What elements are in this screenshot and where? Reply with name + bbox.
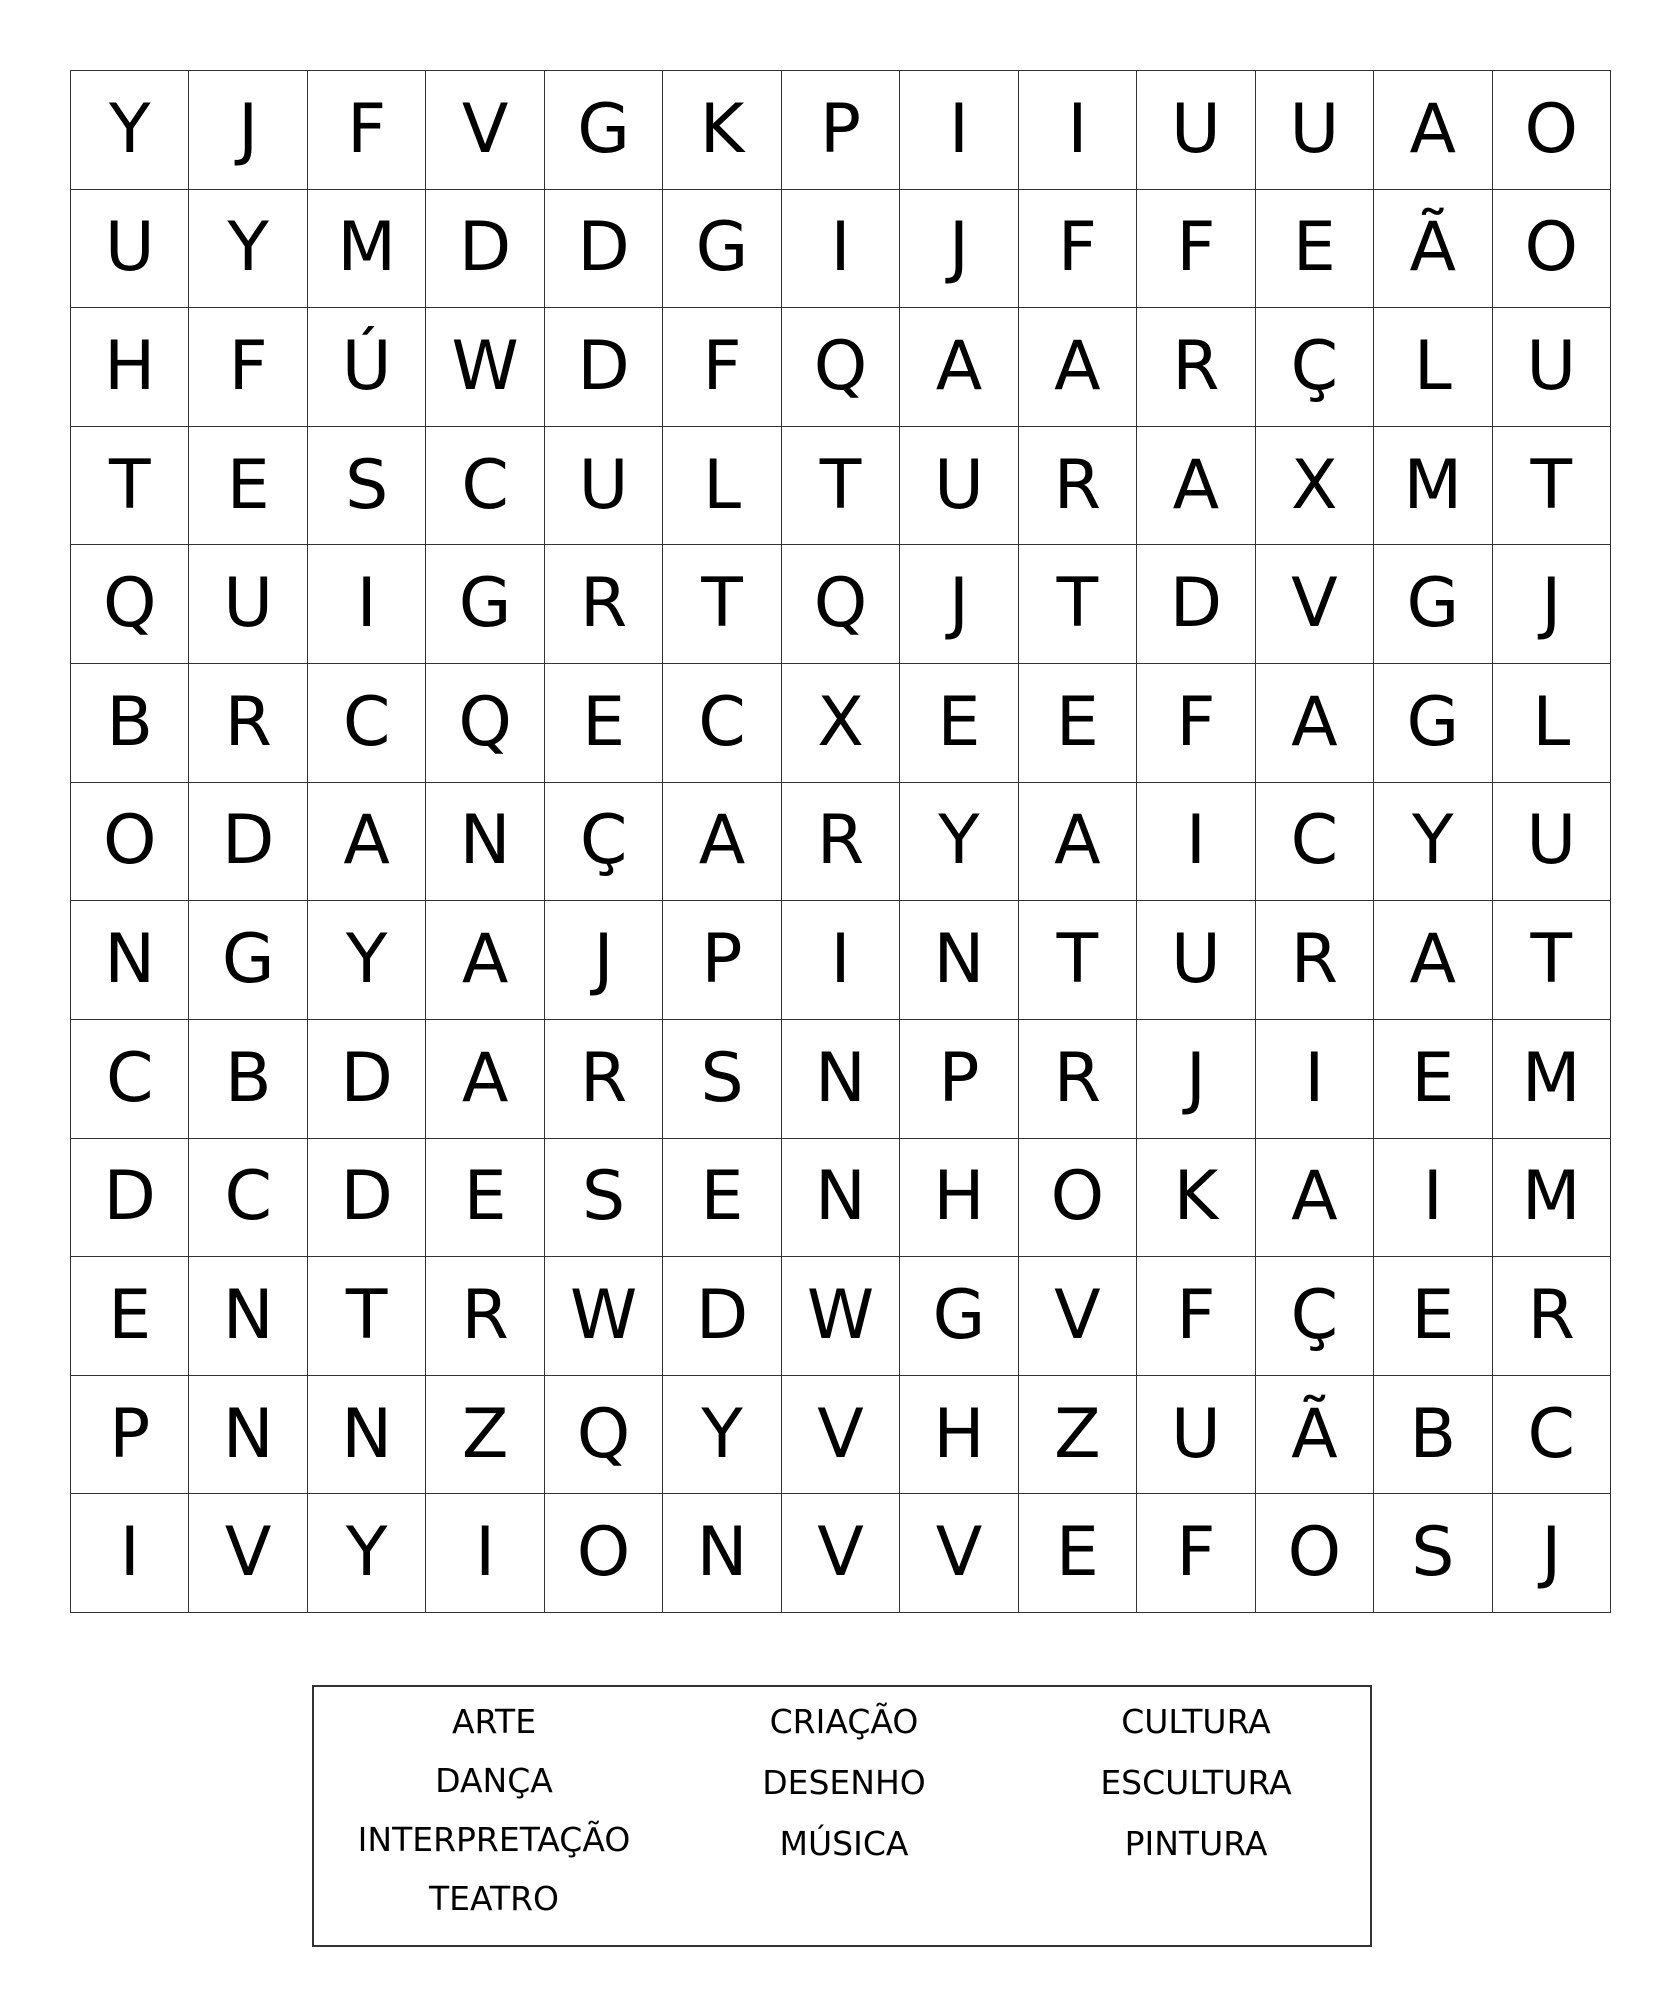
grid-cell[interactable]: R xyxy=(189,664,307,783)
grid-cell[interactable]: E xyxy=(1019,664,1137,783)
grid-cell[interactable]: R xyxy=(782,783,900,902)
grid-cell[interactable]: D xyxy=(308,1020,426,1139)
grid-cell[interactable]: T xyxy=(782,427,900,546)
grid-cell[interactable]: N xyxy=(308,1376,426,1495)
word-list-item: CRIAÇÃO xyxy=(769,1702,919,1741)
grid-cell[interactable]: U xyxy=(189,545,307,664)
grid-cell[interactable]: V xyxy=(900,1494,1018,1613)
grid-cell[interactable]: T xyxy=(71,427,189,546)
grid-cell[interactable]: O xyxy=(1019,1139,1137,1258)
grid-cell[interactable]: N xyxy=(900,901,1018,1020)
grid-cell[interactable]: T xyxy=(1493,901,1611,1020)
grid-cell[interactable]: I xyxy=(308,545,426,664)
grid-cell[interactable]: Q xyxy=(782,308,900,427)
grid-cell[interactable]: N xyxy=(426,783,544,902)
grid-cell[interactable]: C xyxy=(663,664,781,783)
word-list-item: ESCULTURA xyxy=(1100,1763,1292,1802)
word-list-item: TEATRO xyxy=(428,1879,560,1918)
grid-cell[interactable]: Ç xyxy=(545,783,663,902)
grid-cell[interactable]: C xyxy=(426,427,544,546)
grid-cell[interactable]: E xyxy=(426,1139,544,1258)
grid-cell[interactable]: A xyxy=(663,783,781,902)
grid-cell[interactable]: A xyxy=(308,783,426,902)
word-search-grid xyxy=(70,70,1611,1613)
grid-cell[interactable]: R xyxy=(426,1257,544,1376)
grid-cell[interactable]: Q xyxy=(426,664,544,783)
grid-cell[interactable]: T xyxy=(1019,545,1137,664)
word-list-item: INTERPRETAÇÃO xyxy=(357,1820,631,1859)
grid-cell[interactable]: J xyxy=(1493,545,1611,664)
grid-cell[interactable]: J xyxy=(1137,1020,1255,1139)
grid-cell[interactable]: S xyxy=(545,1139,663,1258)
grid-cell[interactable]: D xyxy=(545,308,663,427)
grid-cell[interactable]: Q xyxy=(71,545,189,664)
grid-cell[interactable]: F xyxy=(308,71,426,190)
grid-cell[interactable]: E xyxy=(545,664,663,783)
grid-cell[interactable]: A xyxy=(1019,783,1137,902)
grid-cell[interactable]: R xyxy=(1019,427,1137,546)
grid-cell[interactable]: K xyxy=(663,71,781,190)
grid-cell[interactable]: Y xyxy=(308,1494,426,1613)
grid-cell[interactable]: X xyxy=(1256,427,1374,546)
grid-cell[interactable]: A xyxy=(1374,901,1492,1020)
grid-cell[interactable]: D xyxy=(663,1257,781,1376)
grid-cell[interactable]: E xyxy=(1374,1020,1492,1139)
grid-cell[interactable]: G xyxy=(900,1257,1018,1376)
grid-cell[interactable]: I xyxy=(426,1494,544,1613)
grid-cell[interactable]: A xyxy=(1374,71,1492,190)
grid-cell[interactable]: V xyxy=(189,1494,307,1613)
grid-cell[interactable]: T xyxy=(308,1257,426,1376)
grid-cell[interactable]: N xyxy=(189,1376,307,1495)
grid-cell[interactable]: I xyxy=(1019,71,1137,190)
grid-cell[interactable]: V xyxy=(782,1376,900,1495)
grid-cell[interactable]: Z xyxy=(1019,1376,1137,1495)
grid-cell[interactable]: L xyxy=(663,427,781,546)
grid-cell[interactable]: J xyxy=(1493,1494,1611,1613)
grid-cell[interactable]: Y xyxy=(900,783,1018,902)
grid-cell[interactable]: R xyxy=(1493,1257,1611,1376)
word-list-item: MÚSICA xyxy=(779,1824,909,1863)
grid-cell[interactable]: U xyxy=(1256,71,1374,190)
grid-cell[interactable]: C xyxy=(1256,783,1374,902)
grid-cell[interactable]: A xyxy=(1019,308,1137,427)
grid-cell[interactable]: O xyxy=(1493,71,1611,190)
grid-cell[interactable]: H xyxy=(900,1376,1018,1495)
grid-cell[interactable]: Ú xyxy=(308,308,426,427)
grid-cell[interactable]: U xyxy=(1137,1376,1255,1495)
grid-cell[interactable]: A xyxy=(1256,664,1374,783)
grid-cell[interactable]: M xyxy=(1374,427,1492,546)
grid-cell[interactable]: E xyxy=(189,427,307,546)
grid-cell[interactable]: Ç xyxy=(1256,1257,1374,1376)
grid-cell[interactable]: M xyxy=(308,190,426,309)
grid-cell[interactable]: S xyxy=(308,427,426,546)
grid-cell[interactable]: U xyxy=(900,427,1018,546)
grid-cell[interactable]: I xyxy=(782,190,900,309)
grid-cell[interactable]: G xyxy=(189,901,307,1020)
word-list-item: DANÇA xyxy=(435,1761,553,1800)
grid-cell[interactable]: J xyxy=(900,545,1018,664)
grid-cell[interactable]: V xyxy=(1019,1257,1137,1376)
grid-cell[interactable]: Y xyxy=(308,901,426,1020)
grid-cell[interactable]: U xyxy=(545,427,663,546)
grid-cell[interactable]: D xyxy=(71,1139,189,1258)
grid-cell[interactable]: M xyxy=(1493,1020,1611,1139)
grid-cell[interactable]: C xyxy=(71,1020,189,1139)
grid-cell[interactable]: D xyxy=(308,1139,426,1258)
grid-cell[interactable]: G xyxy=(545,71,663,190)
grid-cell[interactable]: J xyxy=(189,71,307,190)
grid-cell[interactable]: P xyxy=(71,1376,189,1495)
grid-cell[interactable]: K xyxy=(1137,1139,1255,1258)
grid-cell[interactable]: A xyxy=(426,1020,544,1139)
grid-cell[interactable]: I xyxy=(782,901,900,1020)
grid-cell[interactable]: G xyxy=(1374,545,1492,664)
grid-cell[interactable]: G xyxy=(663,190,781,309)
grid-cell[interactable]: I xyxy=(1137,783,1255,902)
grid-cell[interactable]: G xyxy=(1374,664,1492,783)
grid-cell[interactable]: U xyxy=(1137,71,1255,190)
grid-cell[interactable]: N xyxy=(71,901,189,1020)
grid-cell[interactable]: W xyxy=(545,1257,663,1376)
grid-cell[interactable]: O xyxy=(71,783,189,902)
grid-cell[interactable]: T xyxy=(1493,427,1611,546)
grid-cell[interactable]: Y xyxy=(71,71,189,190)
grid-cell[interactable]: H xyxy=(900,1139,1018,1258)
grid-cell[interactable]: N xyxy=(782,1139,900,1258)
grid-cell[interactable]: F xyxy=(1019,190,1137,309)
grid-cell[interactable]: Y xyxy=(189,190,307,309)
grid-cell[interactable]: Q xyxy=(782,545,900,664)
grid-cell[interactable]: R xyxy=(1019,1020,1137,1139)
grid-cell[interactable]: D xyxy=(189,783,307,902)
grid-cell[interactable]: G xyxy=(426,545,544,664)
grid-cell[interactable]: M xyxy=(1493,1139,1611,1258)
grid-cell[interactable]: A xyxy=(1256,1139,1374,1258)
grid-cell[interactable]: R xyxy=(1256,901,1374,1020)
grid-cell[interactable]: W xyxy=(782,1257,900,1376)
grid-cell[interactable]: S xyxy=(663,1020,781,1139)
grid-cell[interactable]: N xyxy=(663,1494,781,1613)
grid-cell[interactable]: A xyxy=(900,308,1018,427)
grid-cell[interactable]: X xyxy=(782,664,900,783)
grid-cell[interactable]: S xyxy=(1374,1494,1492,1613)
grid-cell[interactable]: B xyxy=(71,664,189,783)
grid-cell[interactable]: L xyxy=(1374,308,1492,427)
word-list-item: PINTURA xyxy=(1124,1824,1268,1863)
grid-cell[interactable]: I xyxy=(1256,1020,1374,1139)
grid-cell[interactable]: U xyxy=(1493,783,1611,902)
grid-cell[interactable]: O xyxy=(545,1494,663,1613)
grid-cell[interactable]: I xyxy=(900,71,1018,190)
grid-cell[interactable]: E xyxy=(71,1257,189,1376)
grid-cell[interactable]: Q xyxy=(545,1376,663,1495)
grid-cell[interactable]: F xyxy=(663,308,781,427)
grid-cell[interactable]: Ã xyxy=(1256,1376,1374,1495)
grid-cell[interactable]: P xyxy=(663,901,781,1020)
word-list-item: CULTURA xyxy=(1121,1702,1271,1741)
grid-cell[interactable]: A xyxy=(426,901,544,1020)
word-list-item: DESENHO xyxy=(762,1763,926,1802)
grid-cell[interactable]: R xyxy=(545,1020,663,1139)
grid-cell[interactable]: V xyxy=(1256,545,1374,664)
grid-cell[interactable]: P xyxy=(782,71,900,190)
word-list-column-3 xyxy=(1026,1702,1366,1888)
word-list-column-2 xyxy=(674,1702,1014,1888)
grid-cell[interactable]: U xyxy=(1137,901,1255,1020)
grid-cell[interactable]: D xyxy=(545,190,663,309)
grid-cell[interactable]: V xyxy=(782,1494,900,1613)
grid-cell[interactable]: O xyxy=(1256,1494,1374,1613)
grid-cell[interactable]: J xyxy=(545,901,663,1020)
grid-cell[interactable]: C xyxy=(189,1139,307,1258)
grid-cell[interactable]: O xyxy=(1493,190,1611,309)
grid-cell[interactable]: R xyxy=(1137,308,1255,427)
grid-cell[interactable]: F xyxy=(189,308,307,427)
grid-cell[interactable]: F xyxy=(1137,664,1255,783)
grid-cell[interactable]: E xyxy=(1256,190,1374,309)
grid-cell[interactable]: F xyxy=(1137,1257,1255,1376)
grid-cell[interactable]: N xyxy=(782,1020,900,1139)
grid-cell[interactable]: U xyxy=(1493,308,1611,427)
grid-cell[interactable]: E xyxy=(1019,1494,1137,1613)
grid-cell[interactable]: B xyxy=(1374,1376,1492,1495)
grid-cell[interactable]: W xyxy=(426,308,544,427)
grid-cell[interactable]: Ç xyxy=(1256,308,1374,427)
grid-cell[interactable]: C xyxy=(1493,1376,1611,1495)
word-list-item: ARTE xyxy=(451,1702,537,1741)
grid-cell[interactable]: R xyxy=(545,545,663,664)
grid-cell[interactable]: N xyxy=(189,1257,307,1376)
grid-cell[interactable]: B xyxy=(189,1020,307,1139)
grid-cell[interactable]: V xyxy=(426,71,544,190)
grid-cell[interactable]: E xyxy=(900,664,1018,783)
grid-cell[interactable]: Z xyxy=(426,1376,544,1495)
grid-cell[interactable]: Y xyxy=(1374,783,1492,902)
grid-cell[interactable]: J xyxy=(900,190,1018,309)
grid-cell[interactable]: T xyxy=(663,545,781,664)
grid-cell[interactable]: D xyxy=(1137,545,1255,664)
grid-cell[interactable]: U xyxy=(71,190,189,309)
grid-cell[interactable]: A xyxy=(1137,427,1255,546)
grid-cell[interactable]: C xyxy=(308,664,426,783)
grid-cell[interactable]: D xyxy=(426,190,544,309)
grid-cell[interactable]: I xyxy=(71,1494,189,1613)
word-list-box xyxy=(312,1685,1372,1947)
grid-cell[interactable]: F xyxy=(1137,190,1255,309)
grid-cell[interactable]: L xyxy=(1493,664,1611,783)
grid-cell[interactable]: E xyxy=(1374,1257,1492,1376)
grid-cell[interactable]: H xyxy=(71,308,189,427)
grid-cell[interactable]: Ã xyxy=(1374,190,1492,309)
grid-cell[interactable]: I xyxy=(1374,1139,1492,1258)
grid-cell[interactable]: F xyxy=(1137,1494,1255,1613)
grid-cell[interactable]: Y xyxy=(663,1376,781,1495)
grid-cell[interactable]: E xyxy=(663,1139,781,1258)
word-list-column-1 xyxy=(324,1702,664,1941)
grid-cell[interactable]: T xyxy=(1019,901,1137,1020)
grid-cell[interactable]: P xyxy=(900,1020,1018,1139)
